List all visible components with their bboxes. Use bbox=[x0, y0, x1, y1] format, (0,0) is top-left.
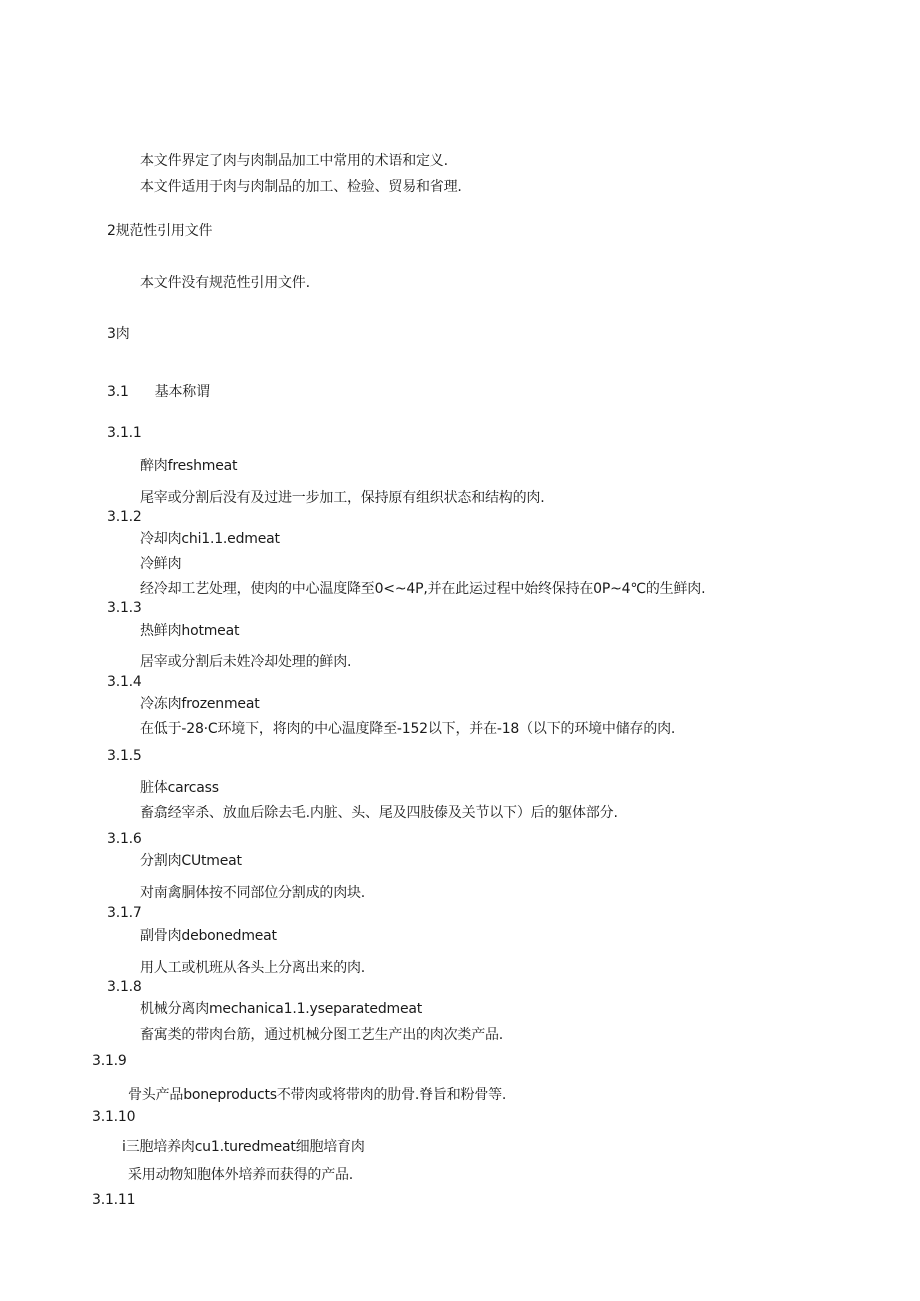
term-definition: 畜翕经宰杀、放血后除去毛.内脏、头、尾及四肢傣及关节以下）后的躯体部分. bbox=[140, 805, 618, 821]
term-number: 3.1.8 bbox=[107, 979, 142, 995]
term-number: 3.1.4 bbox=[107, 674, 142, 690]
term-number: 3.1.1 bbox=[107, 425, 142, 441]
term-number: 3.1.7 bbox=[107, 905, 142, 921]
term-name: 冷冻肉frozenmeat bbox=[140, 696, 260, 712]
section-title: 基本称谓 bbox=[154, 384, 210, 400]
term-definition: 对南禽胴体按不同部位分割成的肉块. bbox=[140, 885, 366, 901]
term-name: 骨头产品boneproducts不带肉或将带肉的肋骨.脊旨和粉骨等. bbox=[128, 1087, 507, 1103]
section-2-heading: 2规范性引用文件 bbox=[107, 223, 213, 239]
term-number: 3.1.6 bbox=[107, 831, 142, 847]
term-name: i三胞培养肉cu1.turedmeat细胞培育肉 bbox=[122, 1139, 365, 1155]
term-name: 脏体carcass bbox=[140, 780, 219, 796]
term-name: 分割肉CUtmeat bbox=[140, 853, 242, 869]
term-definition: 用人工或机班从各头上分离出来的肉. bbox=[140, 960, 366, 976]
term-number: 3.1.3 bbox=[107, 600, 142, 616]
scope-line-1: 本文件界定了肉与肉制品加工中常用的术语和定义. bbox=[140, 153, 448, 169]
section-number: 3.1 bbox=[107, 384, 129, 400]
term-number: 3.1.9 bbox=[92, 1053, 127, 1069]
section-3-1-heading bbox=[107, 383, 210, 401]
term-number: 3.1.2 bbox=[107, 509, 142, 525]
term-definition: 居宰或分割后未姓冷却处理的鲜肉. bbox=[140, 654, 352, 670]
scope-line-2: 本文件适用于肉与肉制品的加工、检验、贸易和省理. bbox=[140, 179, 462, 195]
term-definition: 经冷却工艺处理，使肉的中心温度降至0<~4P,并在此运过程中始终保持在0P~4℃的生鲜肉. bbox=[140, 581, 706, 597]
section-2-body: 本文件没有规范性引用文件. bbox=[140, 275, 310, 291]
term-name: 热鲜肉hotmeat bbox=[140, 623, 240, 639]
term-number: 3.1.5 bbox=[107, 748, 142, 764]
term-number: 3.1.11 bbox=[92, 1192, 136, 1208]
term-definition: 在低于-28·C环境下，将肉的中心温度降至-152以下，并在-18（以下的环境中储存的肉. bbox=[140, 721, 676, 737]
term-alt-name: 冷鲜肉 bbox=[140, 556, 182, 572]
term-name: 醉肉freshmeat bbox=[140, 458, 238, 474]
term-name: 副骨肉debonedmeat bbox=[140, 928, 277, 944]
term-definition: 畜寓类的带肉台筋，通过机械分图工艺生产出的肉次类产品. bbox=[140, 1027, 504, 1043]
section-3-heading: 3肉 bbox=[107, 326, 130, 342]
term-number: 3.1.10 bbox=[92, 1109, 136, 1125]
term-definition: 采用动物知胞体外培养而获得的产品. bbox=[128, 1167, 354, 1183]
term-name: 冷却肉chi1.1.edmeat bbox=[140, 531, 280, 547]
term-definition: 尾宰或分割后没有及过进一步加工，保持原有组织状态和结构的肉. bbox=[140, 490, 545, 506]
term-name: 机械分离肉mechanica1.1.yseparatedmeat bbox=[140, 1001, 423, 1017]
